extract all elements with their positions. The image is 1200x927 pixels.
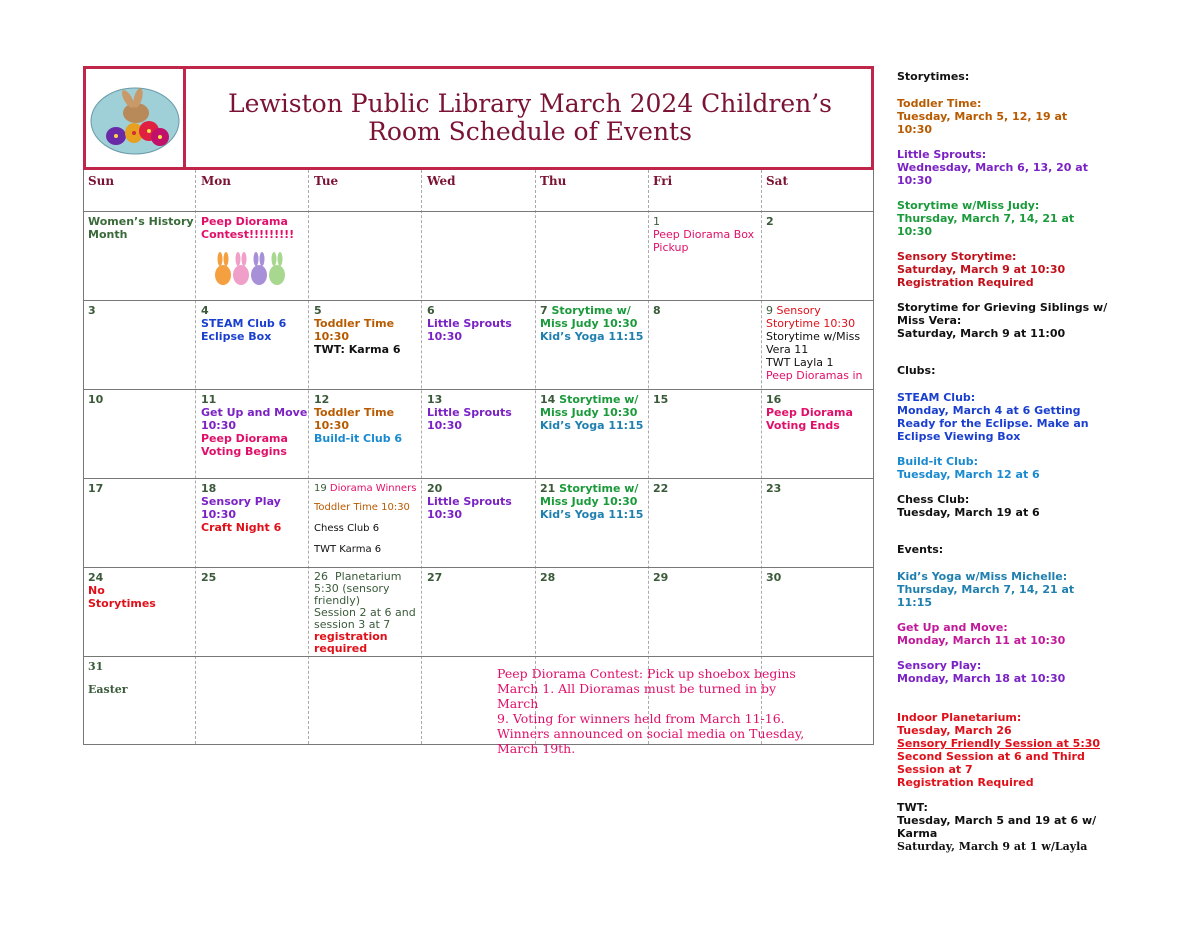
cell-week4-wed: 20 Little Sprouts 10:30 (427, 482, 512, 521)
storytimes-heading: Storytimes: (897, 70, 970, 83)
cell-week6-sun: 31 Easter (88, 660, 128, 696)
calendar-grid (83, 170, 874, 745)
easter-bunny-egg-logo (88, 71, 182, 165)
cell-week4-sun: 17 (88, 482, 104, 495)
day-header-fri: Fri (653, 174, 673, 188)
cell-week2-sun: 3 (88, 304, 96, 317)
clubs-heading: Clubs: (897, 364, 936, 377)
day-header-mon: Mon (201, 174, 232, 188)
cell-week3-sun: 10 (88, 393, 104, 406)
cell-week5-thu: 28 (540, 571, 556, 584)
side-get-up-move: Get Up and Move: Monday, March 11 at 10:30 (897, 621, 1066, 647)
side-toddler-time: Toddler Time: Tuesday, March 5, 12, 19 at 10:30 (897, 97, 1068, 136)
events-sidebar (897, 70, 1197, 865)
side-twt: TWT: Tuesday, March 5 and 19 at 6 w/ Karma Saturday, March 9 at 1 w/Layla (897, 801, 1097, 853)
cell-week4-sat: 23 (766, 482, 782, 495)
logo-cell (86, 69, 186, 167)
cell-week2-mon: 4 STEAM Club 6 Eclipse Box (201, 304, 287, 343)
cell-week1-mon: Peep Diorama Contest!!!!!!!!! (201, 215, 294, 287)
cell-week3-wed: 13 Little Sprouts 10:30 (427, 393, 512, 432)
page-title: Lewiston Public Library March 2024 Children’s Room Schedule of Events (227, 89, 833, 146)
cell-week5-sat: 30 (766, 571, 782, 584)
side-storytime-judy: Storytime w/Miss Judy: Thursday, March 7, 14, 21 at 10:30 (897, 199, 1075, 238)
cell-week1-sun: Women’s History Month (88, 215, 194, 241)
day-header-wed: Wed (427, 174, 456, 188)
cell-week3-sat: 16 Peep Diorama Voting Ends (766, 393, 853, 432)
day-header-sun: Sun (88, 174, 115, 188)
cell-week4-tue: 19 Diorama Winners Toddler Time 10:30 Chess Club 6 TWT Karma 6 (314, 483, 417, 555)
side-sensory-play: Sensory Play: Monday, March 18 at 10:30 (897, 659, 1066, 685)
cell-week5-wed: 27 (427, 571, 443, 584)
cell-week4-mon: 18 Sensory Play 10:30 Craft Night 6 (201, 482, 282, 534)
day-header-sat: Sat (766, 174, 788, 188)
cell-week2-tue: 5 Toddler Time 10:30 TWT: Karma 6 (314, 304, 401, 356)
side-grieving-siblings: Storytime for Grieving Siblings w/ Miss Vera: Saturday, March 9 at 11:00 (897, 301, 1108, 340)
side-little-sprouts: Little Sprouts: Wednesday, March 6, 13, 20 at 10:30 (897, 148, 1088, 187)
cell-week4-fri: 22 (653, 482, 669, 495)
cell-week2-thu: 7 Storytime w/ Miss Judy 10:30 Kid’s Yoga 11:15 (540, 304, 644, 343)
day-header-tue: Tue (314, 174, 339, 188)
cell-week1-sat: 2 (766, 215, 774, 228)
side-indoor-planetarium: Indoor Planetarium: Tuesday, March 26 Sensory Friendly Session at 5:30 Second Session at 6 and Third Session at 7 Registration Required (897, 711, 1101, 789)
cell-week3-tue: 12 Toddler Time 10:30 Build-it Club 6 (314, 393, 403, 445)
peep-bunnies-icon (213, 247, 293, 287)
events-heading: Events: (897, 543, 944, 556)
cell-week5-tue: 26 Planetarium 5:30 (sensory friendly) Session 2 at 6 and session 3 at 7 registration required (314, 570, 416, 655)
side-steam-club: STEAM Club: Monday, March 4 at 6 Getting Ready for the Eclipse. Make an Eclipse Viewing Box (897, 391, 1089, 443)
cell-week3-thu: 14 Storytime w/ Miss Judy 10:30 Kid’s Yoga 11:15 (540, 393, 644, 432)
cell-week2-wed: 6 Little Sprouts 10:30 (427, 304, 512, 343)
side-kids-yoga: Kid’s Yoga w/Miss Michelle: Thursday, March 7, 14, 21 at 11:15 (897, 570, 1075, 609)
cell-week5-fri: 29 (653, 571, 669, 584)
cell-week5-mon: 25 (201, 571, 217, 584)
cell-week4-thu: 21 Storytime w/ Miss Judy 10:30 Kid’s Yoga 11:15 (540, 482, 644, 521)
cell-week2-fri: 8 (653, 304, 661, 317)
day-header-thu: Thu (540, 174, 567, 188)
cell-week3-mon: 11 Get Up and Move 10:30 Peep Diorama Voting Begins (201, 393, 308, 458)
cell-week3-fri: 15 (653, 393, 669, 406)
cell-week5-sun: 24 No Storytimes (88, 571, 156, 610)
side-chess-club: Chess Club: Tuesday, March 19 at 6 (897, 493, 1040, 519)
cell-week2-sat: 9 Sensory Storytime 10:30 Storytime w/Miss Vera 11 TWT Layla 1 Peep Dioramas in (766, 304, 863, 382)
cell-week1-fri: 1 Peep Diorama Box Pickup (653, 215, 755, 254)
calendar-header (83, 66, 874, 170)
side-buildit-club: Build-it Club: Tuesday, March 12 at 6 (897, 455, 1040, 481)
side-sensory-storytime: Sensory Storytime: Saturday, March 9 at 10:30 Registration Required (897, 250, 1066, 289)
contest-note: Peep Diorama Contest: Pick up shoebox begins March 1. All Dioramas must be turned in by March 9. Voting for winners held from March 11-16. Winners announced on social media on Tuesday, March 19th. (497, 666, 805, 756)
